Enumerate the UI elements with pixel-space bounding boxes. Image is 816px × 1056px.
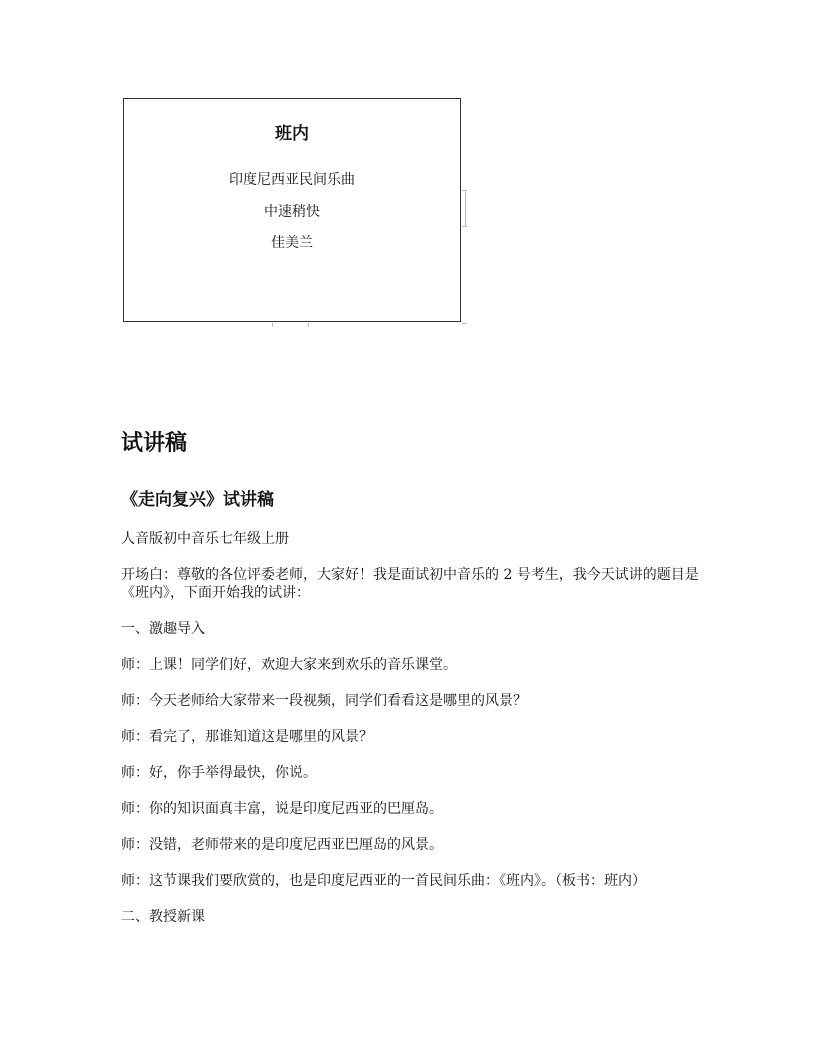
paragraph: 师：今天老师给大家带来一段视频，同学们看看这是哪里的风景？ (121, 693, 527, 709)
paragraph: 一、激趣导入 (121, 621, 205, 637)
board-line-tempo: 中速稍快 (264, 204, 320, 220)
paragraph: 开场白：尊敬的各位评委老师，大家好！我是面试初中音乐的 2 号考生，我今天试讲的题目是《班内》，下面开始我的试讲： (121, 567, 699, 601)
paragraph: 师：上课！同学们好，欢迎大家来到欢乐的音乐课堂。 (121, 657, 457, 673)
section-title: 《走向复兴》试讲稿 (121, 490, 274, 510)
paragraph: 师：你的知识面真丰富，说是印度尼西亚的巴厘岛。 (121, 801, 443, 817)
paragraph: 师：好，你手举得最快，你说。 (121, 765, 317, 781)
paragraph: 人音版初中音乐七年级上册 (121, 531, 289, 547)
paragraph: 师：这节课我们要欣赏的，也是印度尼西亚的一首民间乐曲：《班内》。（板书：班内） (121, 873, 646, 889)
blackboard-frame (123, 98, 461, 322)
paragraph: 师：没错，老师带来的是印度尼西亚巴厘岛的风景。 (121, 837, 443, 853)
page-title: 试讲稿 (121, 430, 188, 456)
frame-handle-tick (465, 190, 466, 226)
frame-handle-tick (272, 323, 273, 327)
document-body (121, 428, 701, 944)
frame-handle-tick (462, 226, 467, 227)
board-line-origin: 印度尼西亚民间乐曲 (229, 172, 355, 188)
frame-handle-tick (462, 323, 467, 324)
board-line-instrument: 佳美兰 (271, 235, 313, 251)
frame-handle-tick (308, 323, 309, 327)
paragraph: 师：看完了，那谁知道这是哪里的风景？ (121, 729, 373, 745)
board-title: 班内 (275, 124, 309, 144)
paragraph: 二、教授新课 (121, 909, 205, 925)
